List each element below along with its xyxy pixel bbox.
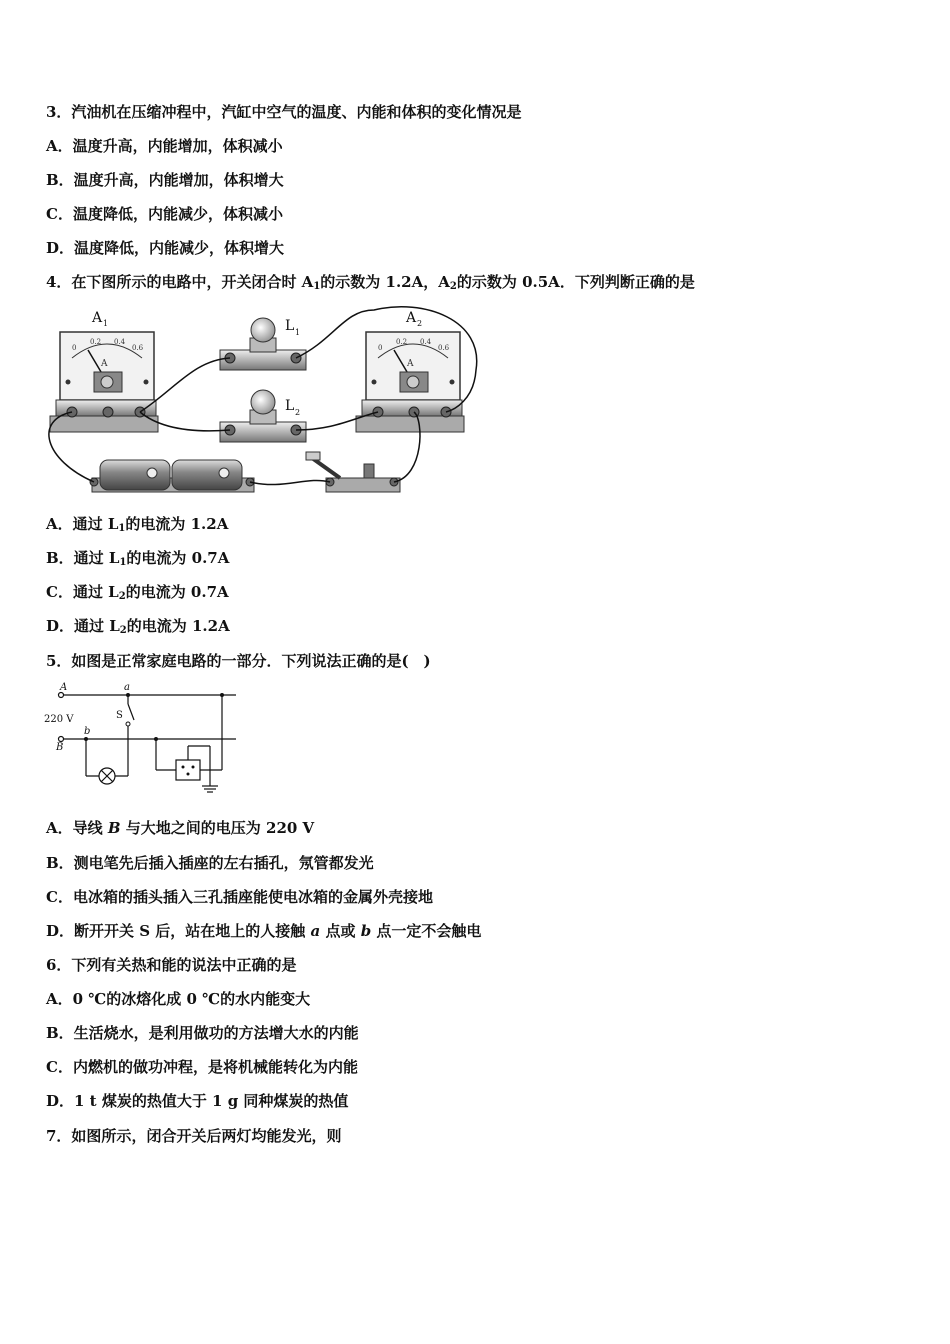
q5-option-b: B．测电笔先后插入插座的左右插孔，氖管都发光 [46,854,374,872]
knife-switch [306,452,400,492]
svg-text:L: L [285,398,295,414]
battery [90,460,254,492]
svg-text:0: 0 [72,344,77,352]
svg-text:L: L [285,318,295,334]
q6-option-d: D．1 t 煤炭的热值大于 1 g 同种煤炭的热值 [46,1092,349,1110]
q3-option-a: A．温度升高，内能增加，体积减小 [46,137,283,155]
q3-option-d: D．温度降低，内能减少，体积增大 [46,239,285,257]
svg-text:A: A [101,359,108,369]
svg-text:2: 2 [417,319,423,328]
svg-text:a: a [124,682,130,693]
q5-option-c: C．电冰箱的插头插入三孔插座能使电冰箱的金属外壳接地 [46,888,433,906]
svg-text:220 V: 220 V [44,714,74,725]
svg-text:A: A [407,359,414,369]
q5-option-a: A．导线 B 与大地之间的电压为 220 V [46,819,315,837]
q3-option-c: C．温度降低，内能减少，体积减小 [46,205,283,223]
svg-text:B: B [56,742,64,753]
svg-text:b: b [84,726,91,737]
q6-option-a: A．0 ℃的冰熔化成 0 ℃的水内能变大 [46,990,311,1008]
lamp-l2 [220,390,306,442]
q5-option-d: D．断开开关 S 后，站在地上的人接触 a 点或 b 点一定不会触电 [46,922,482,940]
lamp-l1 [220,318,306,370]
svg-text:2: 2 [295,408,301,417]
svg-text:0.6: 0.6 [132,344,144,352]
q6-stem: 6．下列有关热和能的说法中正确的是 [46,956,297,974]
svg-text:0.6: 0.6 [438,344,450,352]
q6-option-b: B．生活烧水，是利用做功的方法增大水的内能 [46,1024,359,1042]
svg-text:0: 0 [378,344,383,352]
svg-text:S: S [116,710,123,721]
q4-option-d: D．通过 $L_2$的电流为 1.2A [46,617,230,636]
q4-option-b: B．通过 $L_1$的电流为 0.7A [46,549,230,568]
q6-option-c: C．内燃机的做功冲程，是将机械能转化为内能 [46,1058,358,1076]
q3-option-b: B．温度升高，内能增加，体积增大 [46,171,284,189]
q7-stem: 7．如图所示，闭合开关后两灯均能发光，则 [46,1127,342,1145]
q4-circuit-figure [44,300,484,500]
svg-text:0.4: 0.4 [420,338,432,346]
q4-option-c: C．通过 $L_2$的电流为 0.7A [46,583,229,602]
svg-text:0.2: 0.2 [90,338,102,346]
q4-stem: 4．在下图所示的电路中，开关闭合时 $A_1$的示数为 1.2A，$A_2$的示数为 0.5A．下列判断正确的是 [46,273,695,292]
svg-text:0.4: 0.4 [114,338,126,346]
svg-text:1: 1 [103,319,109,328]
q3-stem: 3．汽油机在压缩冲程中，汽缸中空气的温度、内能和体积的变化情况是 [46,103,522,121]
svg-text:0.2: 0.2 [396,338,408,346]
q5-household-circuit-figure [40,680,250,800]
svg-text:A: A [92,310,103,326]
svg-text:A: A [406,310,417,326]
svg-text:A: A [60,682,68,693]
svg-text:1: 1 [295,328,301,337]
q5-stem: 5．如图是正常家庭电路的一部分．下列说法正确的是( ) [46,652,431,670]
q4-option-a: A．通过 $L_1$的电流为 1.2A [46,515,229,534]
